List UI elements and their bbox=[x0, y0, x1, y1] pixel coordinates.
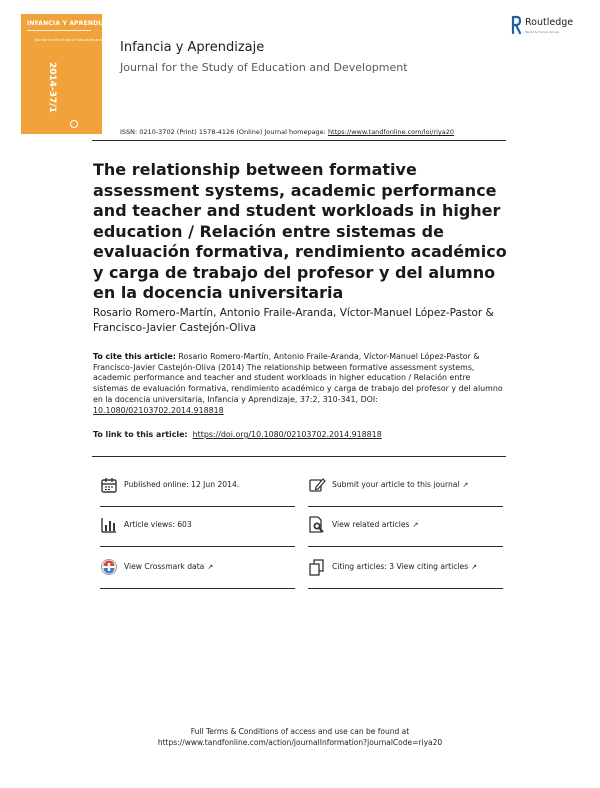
published-info bbox=[100, 476, 300, 498]
journal-homepage-link[interactable]: https://www.tandfonline.com/loi/riya20 bbox=[327, 128, 455, 136]
citation-doi-link[interactable]: 10.1080/02103702.2014.918818 bbox=[93, 405, 224, 415]
crossmark-icon bbox=[100, 558, 118, 576]
cover-title: INFANCIA Y APRENDIZAJE bbox=[27, 20, 117, 27]
submit-article-link[interactable] bbox=[308, 476, 508, 498]
article-authors: Rosario Romero-Martín, Antonio Fraile-Aranda, Víctor-Manuel López-Pastor & Francisco-Javier Castejón-Oliva bbox=[93, 307, 494, 334]
publisher-tagline: Taylor & Francis Group bbox=[525, 30, 559, 34]
article-title: The relationship between formative assessment systems, academic performance and teacher and student workloads in higher education / Relación entre sistemas de evaluación formativa, rendimiento académico y carga de trabajo del profesor y del alumno en la docencia universitaria bbox=[93, 160, 507, 302]
related-articles-text: View related articles bbox=[332, 520, 410, 529]
crossmark-text: View Crossmark data bbox=[124, 562, 205, 571]
article-link-line bbox=[93, 430, 505, 439]
article-views bbox=[100, 516, 300, 538]
divider-left-3 bbox=[100, 588, 295, 589]
bar-chart-icon bbox=[100, 516, 118, 534]
journal-cover bbox=[21, 14, 127, 134]
journal-subtitle: Journal for the Study of Education and Development bbox=[120, 61, 408, 74]
crossmark-link[interactable] bbox=[100, 558, 300, 580]
related-articles-link[interactable] bbox=[308, 516, 508, 538]
citing-articles-text: Citing articles: 3 View citing articles bbox=[332, 562, 469, 571]
external-link-icon: ↗ bbox=[471, 563, 478, 571]
journal-title: Infancia y Aprendizaje bbox=[120, 40, 265, 55]
routledge-r-icon bbox=[511, 16, 521, 34]
citation-text: Rosario Romero-Martín, Antonio Fraile-Aranda, Víctor-Manuel López-Pastor & Francisco-Javier Castejón-Oliva (2014) The relationship between formative assessment systems, academic performance and teacher and student workloads in higher education / Relación entre sistemas de evaluación formativa, rendimiento académico y carga de trabajo del profesor y del alumno en la docencia universitaria, Infancia y Aprendizaje, 37:2, 310-341, DOI: bbox=[93, 352, 503, 404]
external-link-icon: ↗ bbox=[462, 481, 469, 489]
edit-pencil-icon bbox=[308, 476, 326, 494]
issn-text: ISSN: 0210-3702 (Print) 1578-4126 (Online) Journal homepage: bbox=[120, 128, 328, 136]
divider-left-1 bbox=[100, 506, 295, 507]
publisher-name: Routledge bbox=[525, 17, 574, 28]
crossmark-label bbox=[124, 562, 213, 571]
article-doi-link[interactable]: https://doi.org/10.1080/02103702.2014.918818 bbox=[192, 430, 382, 439]
external-link-icon: ↗ bbox=[207, 563, 214, 571]
citing-articles-link[interactable] bbox=[308, 558, 508, 580]
article-views-count: Article views: 603 bbox=[124, 520, 192, 529]
submit-article-label bbox=[332, 480, 468, 489]
footer bbox=[0, 726, 600, 748]
link-label: To link to this article: bbox=[93, 430, 188, 439]
divider-top bbox=[92, 140, 506, 141]
divider-left-2 bbox=[100, 546, 295, 547]
issn-line bbox=[120, 128, 454, 136]
divider-right-1 bbox=[308, 506, 503, 507]
divider-info-top bbox=[92, 456, 506, 457]
cover-divider bbox=[27, 30, 91, 31]
cover-emblem bbox=[70, 120, 78, 128]
citing-articles-label bbox=[332, 562, 477, 571]
cover-subtitle: Journal for the Study of Education and Development bbox=[35, 38, 127, 42]
citation-block bbox=[93, 352, 505, 416]
footer-terms: Full Terms & Conditions of access and use can be found at bbox=[190, 727, 410, 736]
related-articles-label bbox=[332, 520, 418, 529]
calendar-icon bbox=[100, 476, 118, 494]
footer-terms-link[interactable]: https://www.tandfonline.com/action/journalInformation?journalCode=riya20 bbox=[157, 738, 443, 747]
divider-right-2 bbox=[308, 546, 503, 547]
related-search-icon bbox=[308, 516, 326, 534]
published-date: Published online: 12 Jun 2014. bbox=[124, 480, 240, 489]
cover-volume: 2014-37/1 bbox=[47, 62, 57, 113]
citation-label: To cite this article: bbox=[93, 352, 176, 361]
submit-article-text: Submit your article to this journal bbox=[332, 480, 460, 489]
divider-right-3 bbox=[308, 588, 503, 589]
external-link-icon: ↗ bbox=[412, 521, 419, 529]
citing-articles-icon bbox=[308, 558, 326, 576]
